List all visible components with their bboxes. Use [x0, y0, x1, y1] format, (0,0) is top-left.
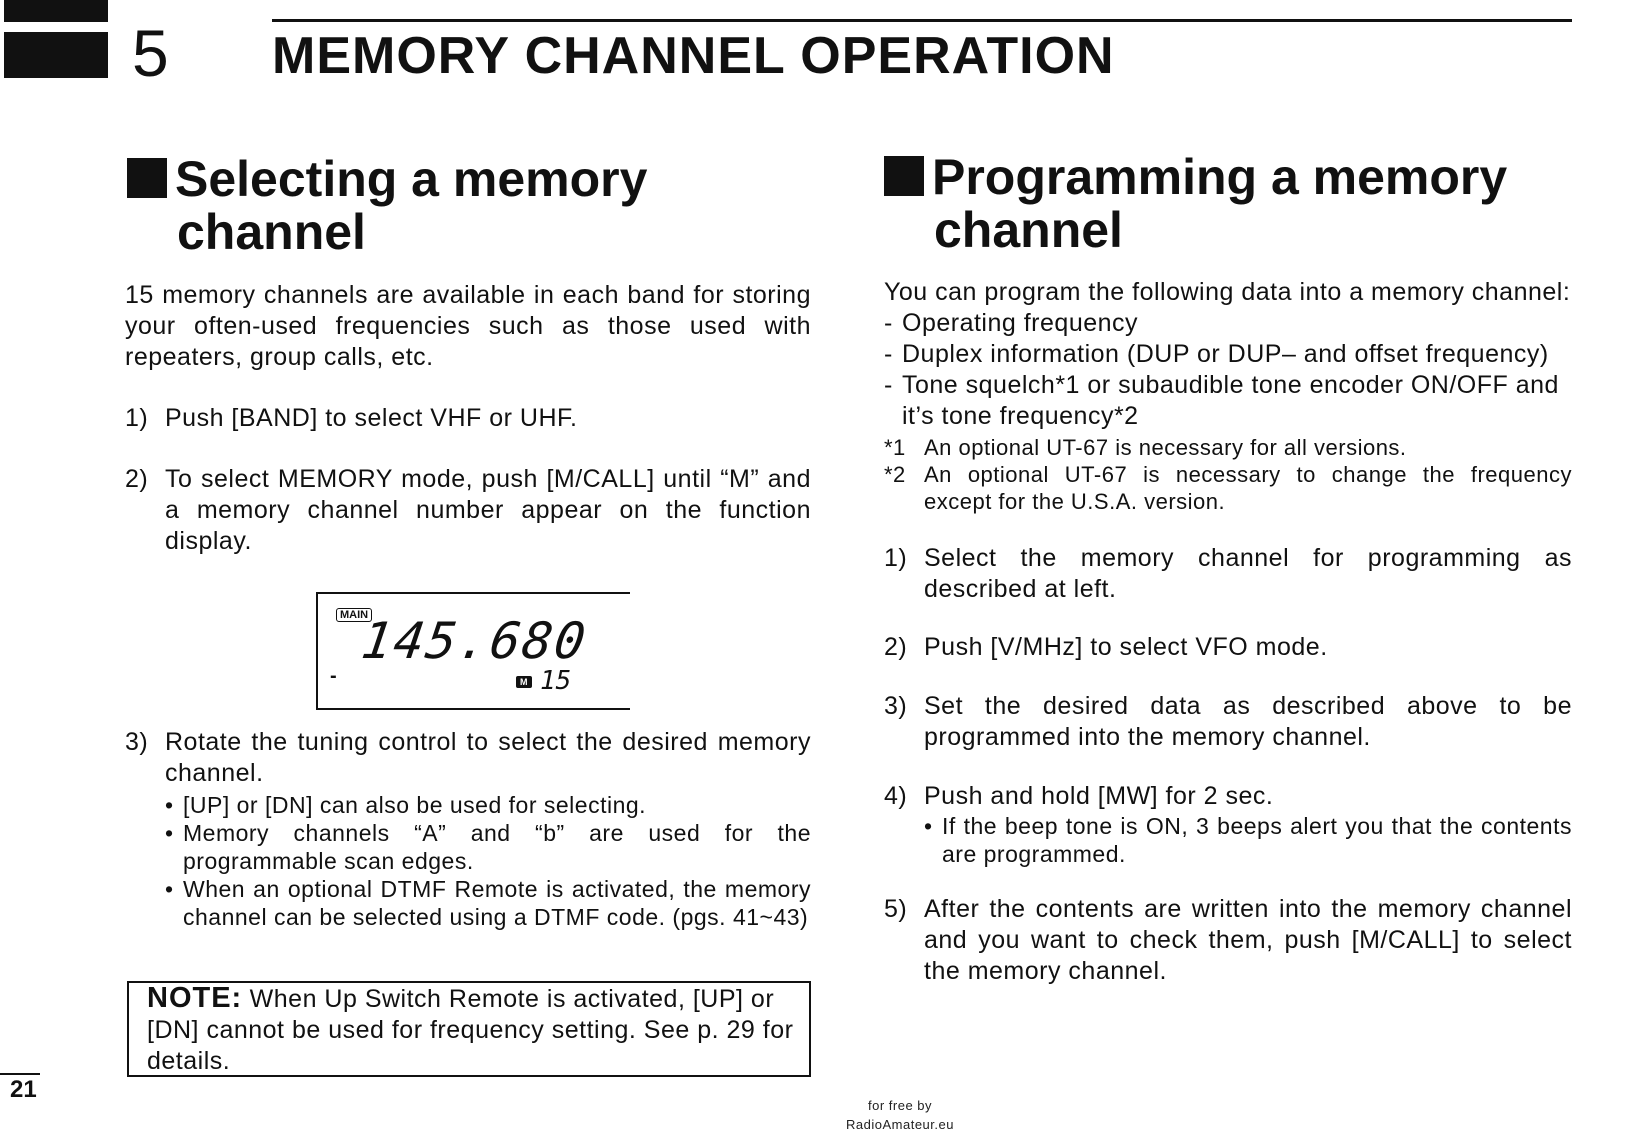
- memory-indicator: M: [516, 676, 532, 688]
- left-column-lower: [125, 727, 811, 931]
- display-frequency: 145.680: [357, 612, 591, 670]
- right-step-2: 2) Push [V/MHz] to select VFO mode.: [884, 633, 1328, 661]
- note-text: When Up Switch Remote is activated, [UP] or [DN] cannot be used for frequency setting. See p. 29 for details.: [147, 985, 794, 1075]
- left-column: [125, 280, 811, 557]
- page-number-rule: [0, 1073, 40, 1075]
- left-bullet-3: • When an optional DTMF Remote is activated, the memory channel can be selected using a DTMF code. (pgs. 41~43): [165, 876, 811, 930]
- right-column: [884, 277, 1572, 987]
- right-intro: You can program the following data into a memory channel:: [884, 278, 1571, 306]
- chapter-tab-bottom: [4, 32, 108, 78]
- main-indicator: MAIN: [336, 608, 372, 622]
- heading-square-icon: [127, 158, 167, 198]
- note-label: NOTE:: [147, 982, 243, 1014]
- footnote-2: *2 An optional UT-67 is necessary to change the frequency except for the U.S.A. version.: [884, 462, 1572, 514]
- left-bullet-2: • Memory channels “A” and “b” are used for the programmable scan edges.: [165, 820, 811, 874]
- display-channel-number: 15: [540, 666, 572, 696]
- data-item-2: - Duplex information (DUP or DUP– and offset frequency): [884, 340, 1549, 368]
- right-step-1: 1) Select the memory channel for programming as described at left.: [884, 544, 1572, 603]
- section-heading-selecting: Selecting a memory channel: [127, 153, 827, 259]
- chapter-number: 5: [132, 16, 169, 90]
- data-item-3: - Tone squelch*1 or subaudible tone encoder ON/OFF and it’s tone frequency*2: [884, 371, 1559, 430]
- header-rule: [272, 19, 1572, 22]
- heading-square-icon: [884, 156, 924, 196]
- chapter-tab-top: [4, 0, 108, 22]
- left-intro: 15 memory channels are available in each band for storing your often-used frequencies such as those used with repeaters, group calls, etc.: [125, 281, 811, 371]
- note-box: [127, 981, 811, 1077]
- right-step-5: 5) After the contents are written into the memory channel and you want to check them, push [M/CALL] to select the memory channel.: [884, 895, 1572, 985]
- right-step-4-bullet: • If the beep tone is ON, 3 beeps alert you that the contents are programmed.: [924, 813, 1572, 867]
- footnote-1: *1 An optional UT-67 is necessary for all versions.: [884, 435, 1407, 460]
- left-step-2: 2) To select MEMORY mode, push [M/CALL] until “M” and a memory channel number appear on the function display.: [125, 465, 811, 555]
- duplex-minus-indicator: -: [330, 665, 337, 687]
- right-step-4: 4) Push and hold [MW] for 2 sec.: [884, 782, 1274, 810]
- left-step-3: 3) Rotate the tuning control to select the desired memory channel.: [125, 728, 811, 787]
- section-heading-programming: Programming a memory channel: [884, 151, 1604, 257]
- left-bullet-1: • [UP] or [DN] can also be used for selecting.: [165, 792, 647, 818]
- chapter-title: MEMORY CHANNEL OPERATION: [272, 27, 1115, 85]
- data-item-1: - Operating frequency: [884, 309, 1139, 337]
- left-step-1: 1) Push [BAND] to select VHF or UHF.: [125, 404, 578, 432]
- function-display: [316, 592, 630, 710]
- right-step-3: 3) Set the desired data as described above to be programmed into the memory channel.: [884, 692, 1572, 751]
- page-number: 21: [10, 1076, 37, 1103]
- credit: for free by RadioAmateur.eu: [846, 1098, 954, 1132]
